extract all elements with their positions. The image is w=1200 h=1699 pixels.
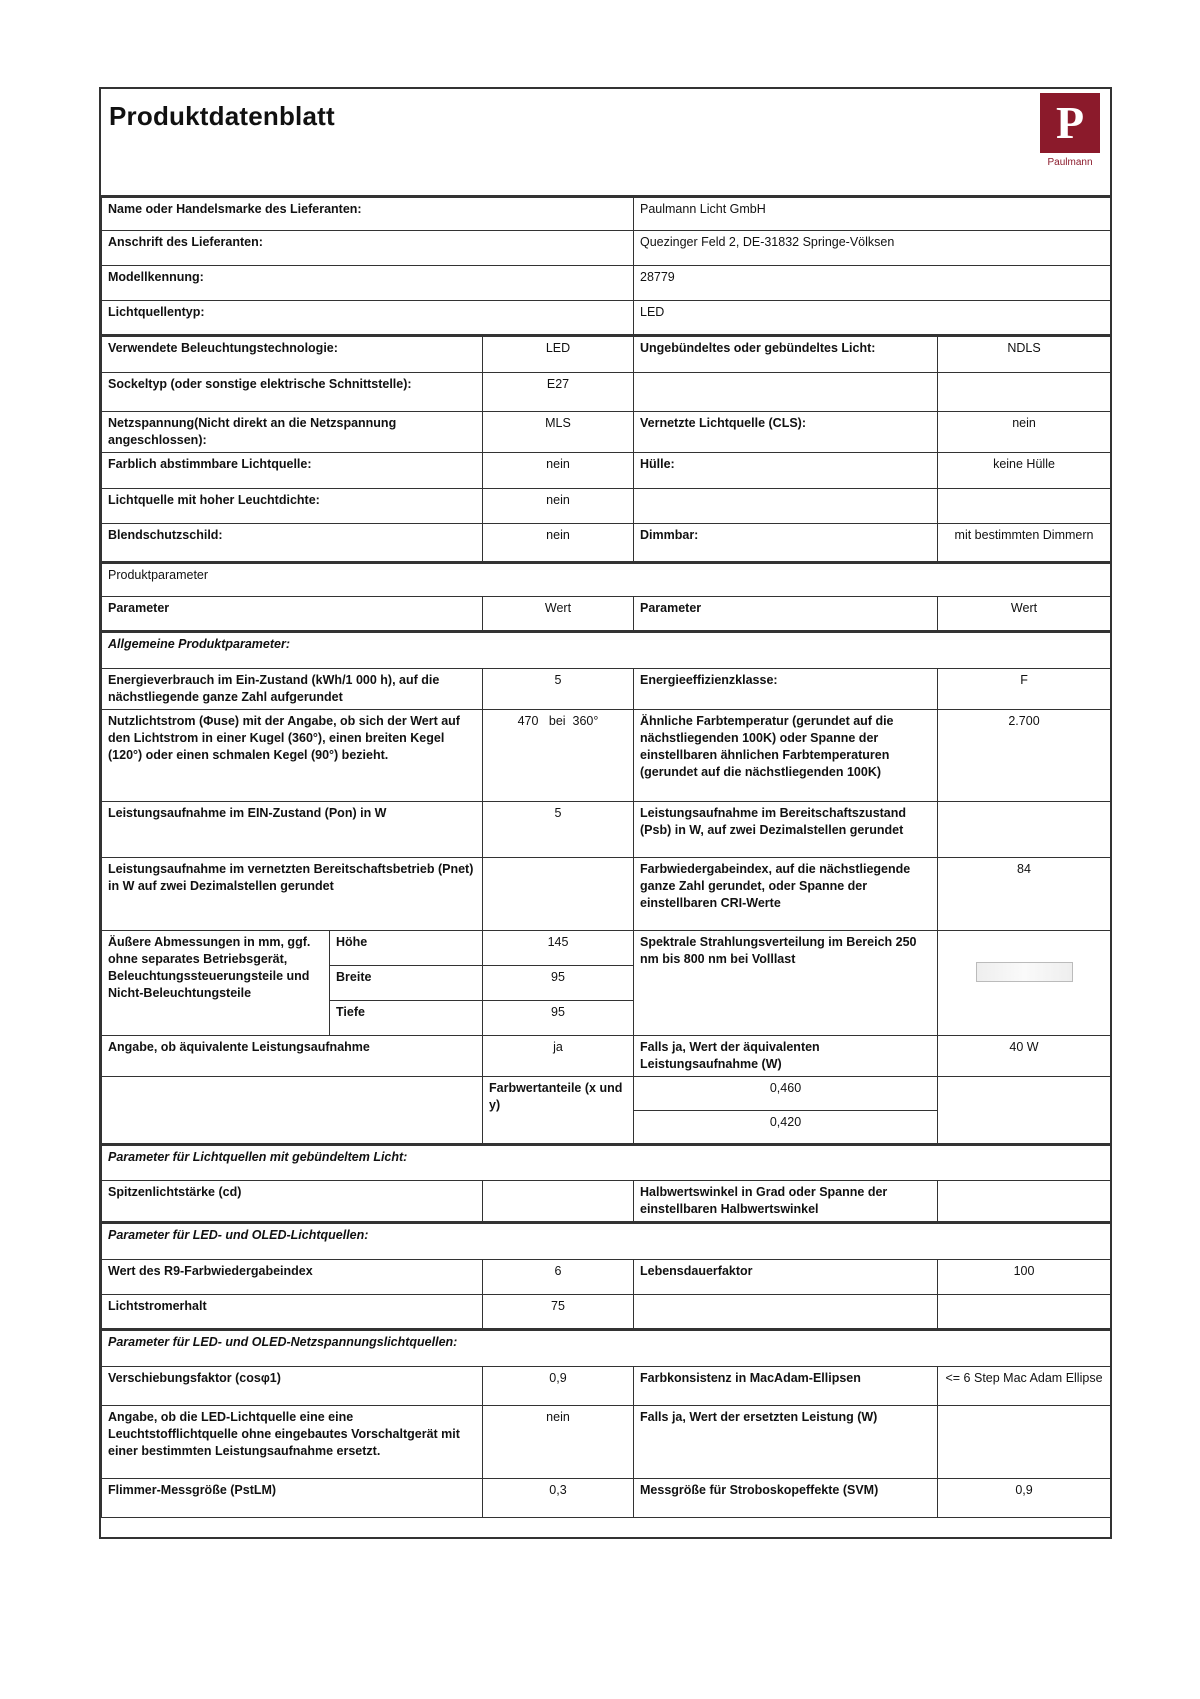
flux-angle: 360° <box>572 714 599 728</box>
paulmann-logo <box>1036 93 1104 175</box>
logo-text: Paulmann <box>1047 157 1093 168</box>
psb-label: Leistungsaufnahme im Bereitschaftszustand (Psb) in W, auf zwei Dezimalstellen gerundet <box>634 802 938 858</box>
socket-value: E27 <box>483 373 634 412</box>
col-value-2: Wert <box>938 597 1111 632</box>
type-value: LED <box>634 301 1111 336</box>
page-title: Produktdatenblatt <box>109 101 335 131</box>
directional-title: Parameter für Lichtquellen mit gebündeltem Licht: <box>102 1145 1111 1181</box>
cri-value: 84 <box>938 858 1111 931</box>
pon-value: 5 <box>483 802 634 858</box>
maint-value: 75 <box>483 1295 634 1330</box>
replace-w-label: Falls ja, Wert der ersetzten Leistung (W) <box>634 1406 938 1479</box>
envelope-label: Hülle: <box>634 453 938 489</box>
model-value: 28779 <box>634 266 1111 301</box>
cls-value: nein <box>938 412 1111 453</box>
flux-cell <box>483 710 634 802</box>
col-value-1: Wert <box>483 597 634 632</box>
pon-label: Leistungsaufnahme im EIN-Zustand (Pon) in W <box>102 802 483 858</box>
chroma-label: Farbwertanteile (x und y) <box>483 1077 634 1145</box>
r9-label: Wert des R9-Farbwiedergabeindex <box>102 1260 483 1295</box>
product-params-title: Produktparameter <box>102 563 1111 597</box>
equiv-w-label: Falls ja, Wert der äquivalenten Leistungsaufnahme (W) <box>634 1036 938 1077</box>
strobo-label: Messgröße für Stroboskopeffekte (SVM) <box>634 1479 938 1518</box>
anti-glare-label: Blendschutzschild: <box>102 524 483 563</box>
life-label: Lebensdauerfaktor <box>634 1260 938 1295</box>
replace-label: Angabe, ob die LED-Lichtquelle eine eine Leuchtstofflichtquelle ohne eingebautes Vorschaltgerät mit einer bestimmten Leistungsaufnahme ersetzt. <box>102 1406 483 1479</box>
flicker-label: Flimmer-Messgröße (PstLM) <box>102 1479 483 1518</box>
replace-w-value <box>938 1406 1111 1479</box>
mains-value: MLS <box>483 412 634 453</box>
equiv-w-value: 40 W <box>938 1036 1111 1077</box>
dims-label: Äußere Abmessungen in mm, ggf. ohne separates Betriebsgerät, Beleuchtungssteuerungsteile und Nicht-Beleuchtungsteile <box>102 931 330 1036</box>
dimmable-label: Dimmbar: <box>634 524 938 563</box>
col-param-2: Parameter <box>634 597 938 632</box>
envelope-value: keine Hülle <box>938 453 1111 489</box>
strobo-value: 0,9 <box>938 1479 1111 1518</box>
spectral-label: Spektrale Strahlungsverteilung im Bereich 250 nm bis 800 nm bei Volllast <box>634 931 938 1036</box>
datasheet <box>99 87 1112 1539</box>
dim-height-value: 145 <box>483 931 634 966</box>
equiv-label: Angabe, ob äquivalente Leistungsaufnahme <box>102 1036 483 1077</box>
dimmable-value: mit bestimmten Dimmern <box>938 524 1111 563</box>
flicker-value: 0,3 <box>483 1479 634 1518</box>
address-value: Quezinger Feld 2, DE-31832 Springe-Völksen <box>634 231 1111 266</box>
beam-type-label: Ungebündeltes oder gebündeltes Licht: <box>634 336 938 373</box>
tunable-value: nein <box>483 453 634 489</box>
datasheet-table <box>101 195 1111 1518</box>
macadam-value: <= 6 Step Mac Adam Ellipse <box>938 1367 1111 1406</box>
cri-label: Farbwiedergabeindex, auf die nächstliegende ganze Zahl gerundet, oder Spanne der einstellbaren CRI-Werte <box>634 858 938 931</box>
address-label: Anschrift des Lieferanten: <box>102 231 634 266</box>
shift-label: Verschiebungsfaktor (cosφ1) <box>102 1367 483 1406</box>
peak-label: Spitzenlichtstärke (cd) <box>102 1181 483 1223</box>
dim-depth-label: Tiefe <box>330 1001 483 1036</box>
spectral-cell <box>938 931 1111 1036</box>
energy-label: Energieverbrauch im Ein-Zustand (kWh/1 000 h), auf die nächstliegende ganze Zahl aufgerundet <box>102 669 483 710</box>
chroma-y: 0,420 <box>634 1111 938 1145</box>
macadam-label: Farbkonsistenz in MacAdam-Ellipsen <box>634 1367 938 1406</box>
r9-value: 6 <box>483 1260 634 1295</box>
type-label: Lichtquellentyp: <box>102 301 634 336</box>
psb-value <box>938 802 1111 858</box>
model-label: Modellkennung: <box>102 266 634 301</box>
equiv-value: ja <box>483 1036 634 1077</box>
dim-depth-value: 95 <box>483 1001 634 1036</box>
tunable-label: Farblich abstimmbare Lichtquelle: <box>102 453 483 489</box>
tech-value: LED <box>483 336 634 373</box>
life-value: 100 <box>938 1260 1111 1295</box>
socket-label: Sockeltyp (oder sonstige elektrische Schnittstelle): <box>102 373 483 412</box>
supplier-label: Name oder Handelsmarke des Lieferanten: <box>102 197 634 231</box>
energy-value: 5 <box>483 669 634 710</box>
maint-label: Lichtstromerhalt <box>102 1295 483 1330</box>
cct-label: Ähnliche Farbtemperatur (gerundet auf die nächstliegenden 100K) oder Spanne der einstellbaren ähnlichen Farbtemperaturen (gerundet auf die nächstliegenden 100K) <box>634 710 938 802</box>
dim-width-value: 95 <box>483 966 634 1001</box>
eeclass-value: F <box>938 669 1111 710</box>
spectrum-image <box>976 962 1073 982</box>
cct-value: 2.700 <box>938 710 1111 802</box>
col-param-1: Parameter <box>102 597 483 632</box>
replace-value: nein <box>483 1406 634 1479</box>
cls-label: Vernetzte Lichtquelle (CLS): <box>634 412 938 453</box>
flux-unit: bei <box>548 714 566 728</box>
pnet-label: Leistungsaufnahme im vernetzten Bereitschaftsbetrieb (Pnet) in W auf zwei Dezimalstellen gerundet <box>102 858 483 931</box>
shift-value: 0,9 <box>483 1367 634 1406</box>
dim-height-label: Höhe <box>330 931 483 966</box>
flux-value: 470 <box>517 714 539 728</box>
chroma-x: 0,460 <box>634 1077 938 1111</box>
logo-mark: P <box>1040 93 1100 153</box>
tech-label: Verwendete Beleuchtungstechnologie: <box>102 336 483 373</box>
mains-title: Parameter für LED- und OLED-Netzspannungslichtquellen: <box>102 1330 1111 1367</box>
eeclass-label: Energieeffizienzklasse: <box>634 669 938 710</box>
led-title: Parameter für LED- und OLED-Lichtquellen: <box>102 1223 1111 1260</box>
flux-label: Nutzlichtstrom (Φuse) mit der Angabe, ob sich der Wert auf den Lichtstrom in einer Kugel (360°), einen breiten Kegel (120°) oder einen schmalen Kegel (90°) bezieht. <box>102 710 483 802</box>
supplier-value: Paulmann Licht GmbH <box>634 197 1111 231</box>
dim-width-label: Breite <box>330 966 483 1001</box>
mains-label: Netzspannung(Nicht direkt an die Netzspannung angeschlossen): <box>102 412 483 453</box>
high-luminance-value: nein <box>483 489 634 524</box>
beam-angle-label: Halbwertswinkel in Grad oder Spanne der einstellbaren Halbwertswinkel <box>634 1181 938 1223</box>
beam-angle-value <box>938 1181 1111 1223</box>
anti-glare-value: nein <box>483 524 634 563</box>
peak-value <box>483 1181 634 1223</box>
high-luminance-label: Lichtquelle mit hoher Leuchtdichte: <box>102 489 483 524</box>
pnet-value <box>483 858 634 931</box>
general-params-title: Allgemeine Produktparameter: <box>102 632 1111 669</box>
beam-type-value: NDLS <box>938 336 1111 373</box>
